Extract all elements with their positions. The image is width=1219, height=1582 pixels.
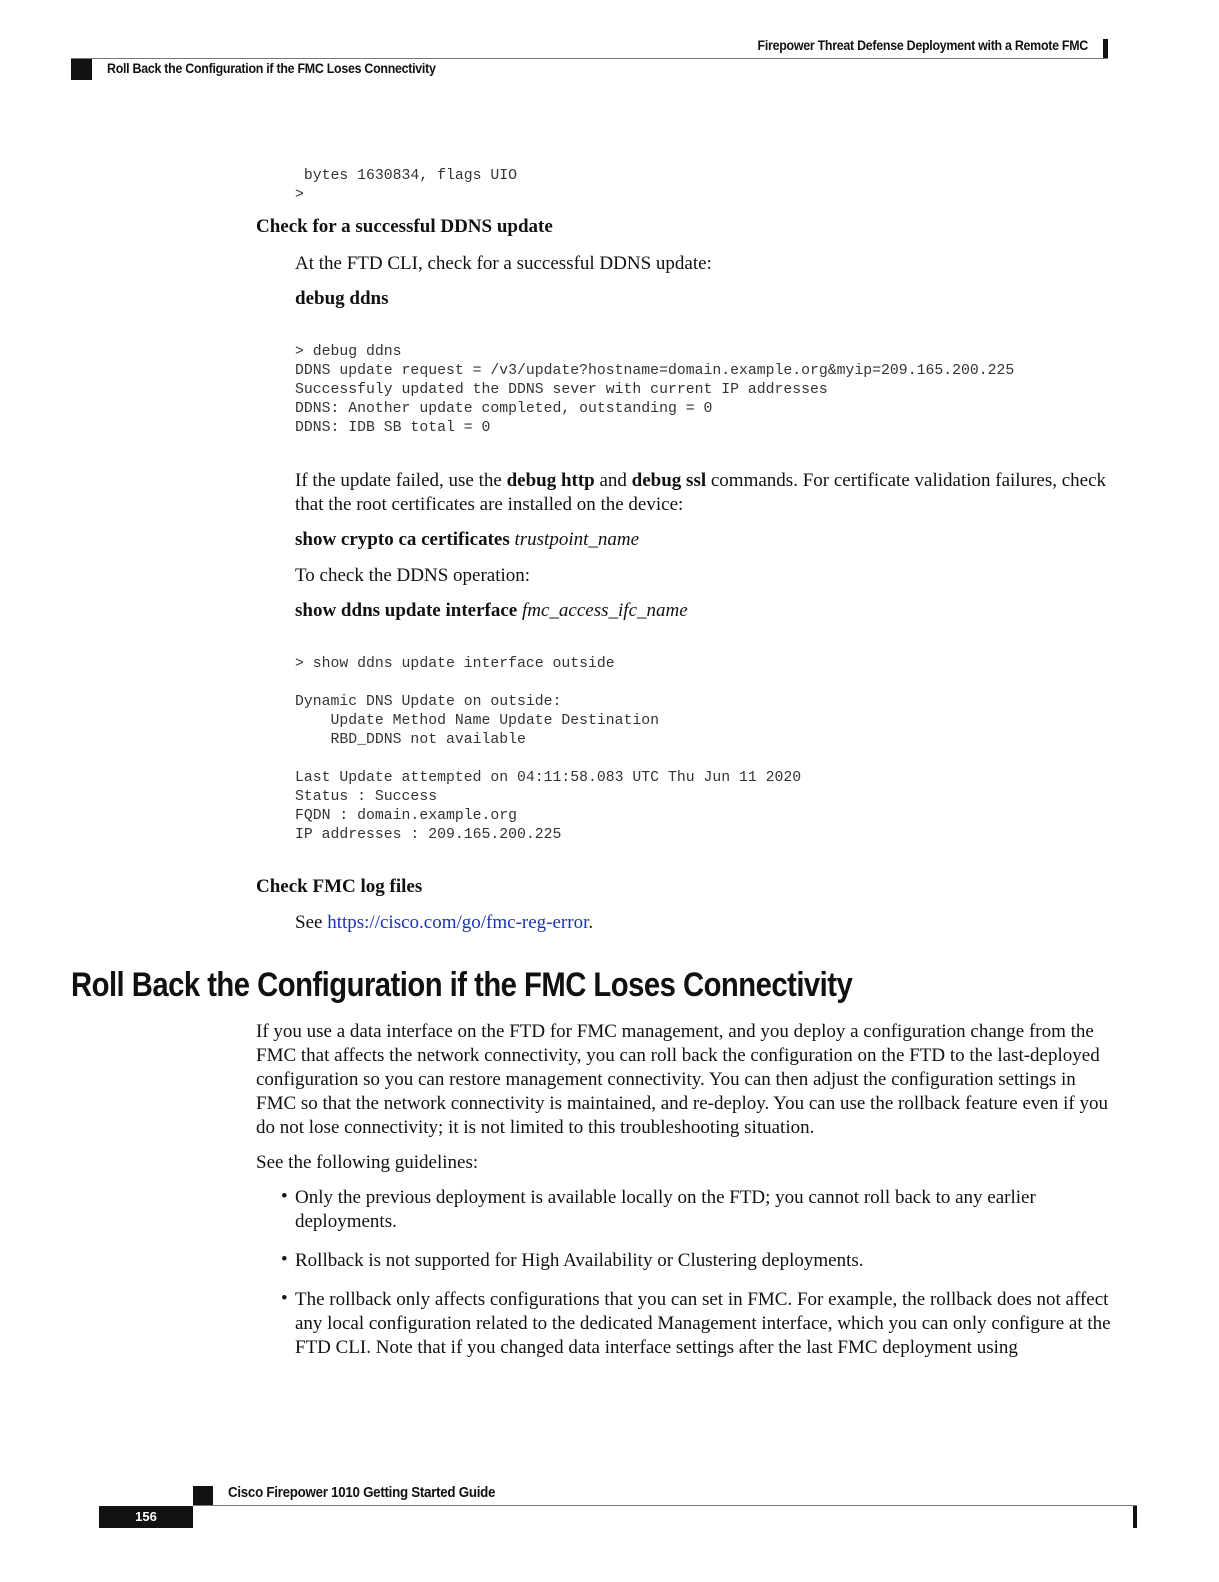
ddns-failure-paragraph: If the update failed, use the debug http and debug ssl commands. For certificate validation failures, check that the root certificates are installed on the device: — [295, 470, 1107, 515]
running-header-book-section: Firepower Threat Defense Deployment with a Remote FMC — [757, 38, 1088, 53]
section-intro-paragraph: If you use a data interface on the FTD for FMC management, and you deploy a configuration change from the FMC that affects the network connectivity, you can roll back the configuration on the FTD to the last-deployed configuration so you can restore management connectivity. You can then adjust the configuration settings in FMC so that the network connectivity is maintained, and re-deploy. You can use the rollback feature even if you do not lose connectivity; it is not limited to this troubleshooting situation. — [256, 1021, 1108, 1138]
ddns-intro-text: At the FTD CLI, check for a successful DDNS update: — [295, 253, 712, 274]
show-crypto-command: show crypto ca certificates trustpoint_name — [295, 529, 640, 550]
guideline-item: The rollback only affects configurations that you can set in FMC. For example, the rollback does not affect any local configuration related to the dedicated Management interface, which you can only configure at the FTD CLI. Note that if you changed data interface settings after the last FMC deployment using — [295, 1289, 1111, 1358]
guidelines-intro: See the following guidelines: — [256, 1152, 479, 1173]
footer-rule — [193, 1505, 1137, 1506]
show-ddns-command: show ddns update interface fmc_access_ifc_name — [295, 600, 688, 621]
debug-ddns-command: debug ddns — [295, 288, 389, 309]
bullet-marker: • — [281, 1186, 288, 1207]
footer-bar-decoration — [1133, 1506, 1137, 1528]
debug-ssl-command: debug ssl — [631, 470, 707, 491]
footer-square-marker — [193, 1486, 213, 1506]
header-rule — [71, 58, 1108, 59]
header-bar-decoration — [1103, 39, 1108, 59]
bullet-marker: • — [281, 1249, 288, 1270]
show-ddns-output: > show ddns update interface outside Dynamic DNS Update on outside: Update Method Name Update Destination RBD_DDNS not available Last Update attempted on 04:11:58.083 UTC Thu Jun 11 2020 Status : Success FQDN : domain.example.org IP addresses : 209.165.200.225 — [295, 656, 802, 843]
guideline-item: Only the previous deployment is available locally on the FTD; you cannot roll back to any earlier deployments. — [295, 1187, 1036, 1232]
subheading-ddns-check: Check for a successful DDNS update — [256, 216, 553, 237]
debug-ddns-output: > debug ddns DDNS update request = /v3/update?hostname=domain.example.org&myip=209.165.200.225 Successfuly updated the DDNS sever with current IP addresses DDNS: Another update completed, outstanding = 0 DDNS: IDB SB total = 0 — [295, 344, 1015, 436]
debug-http-command: debug http — [506, 470, 595, 491]
bullet-marker: • — [281, 1288, 288, 1309]
fmc-logs-see-text: See https://cisco.com/go/fmc-reg-error. — [295, 912, 594, 933]
ddns-operation-intro: To check the DDNS operation: — [295, 565, 531, 586]
running-header-topic: Roll Back the Configuration if the FMC Loses Connectivity — [107, 61, 436, 76]
guideline-item: Rollback is not supported for High Availability or Clustering deployments. — [295, 1250, 864, 1271]
section-title: Roll Back the Configuration if the FMC Loses Connectivity — [71, 966, 853, 1004]
subheading-fmc-logs: Check FMC log files — [256, 876, 423, 897]
footer-guide-title: Cisco Firepower 1010 Getting Started Guide — [228, 1485, 496, 1501]
fmc-reg-error-link[interactable]: https://cisco.com/go/fmc-reg-error — [327, 912, 589, 933]
page-number: 156 — [99, 1506, 193, 1528]
code-block-continued: bytes 1630834, flags UIO > — [295, 168, 517, 203]
header-square-marker — [71, 59, 92, 80]
